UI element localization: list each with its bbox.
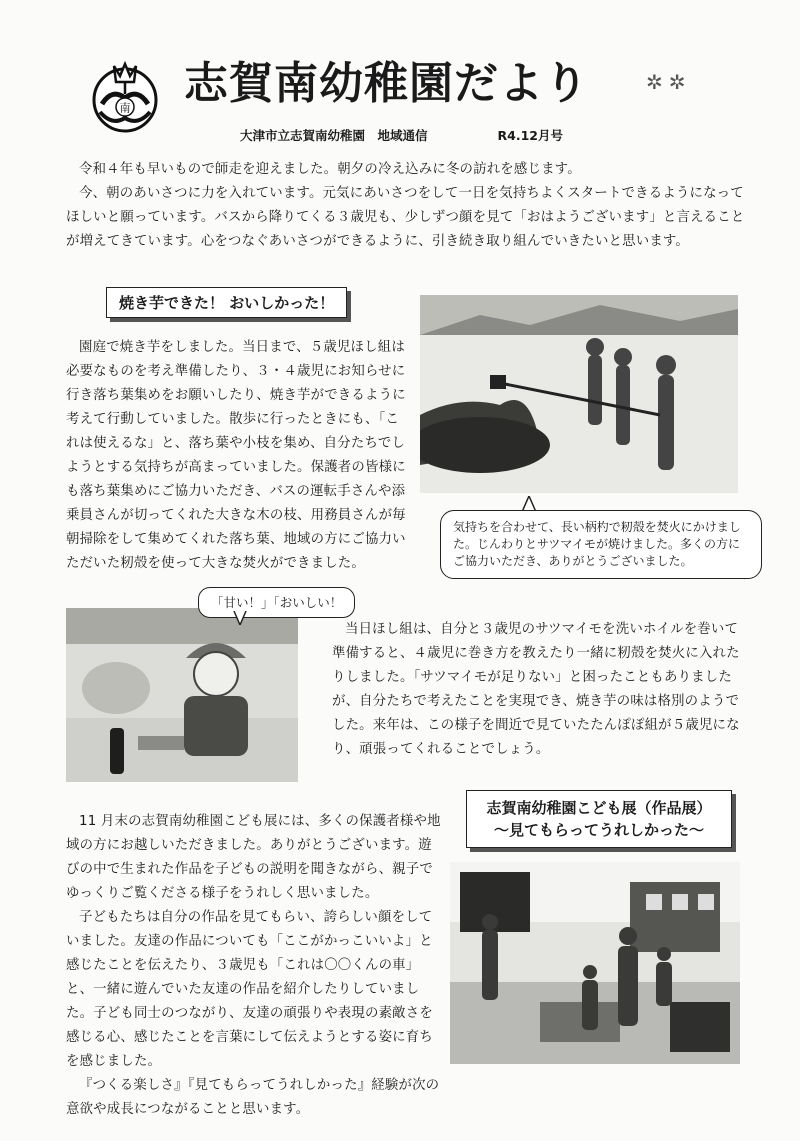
sweet-potato-article [66,336,412,576]
art-exhibition-article [66,810,444,1122]
intro-text [66,158,756,254]
speech-bubble: 「甘い！」「おいしい！ [198,587,355,618]
logo-text: 南 [119,101,131,115]
intro-paragraph: 令和４年も早いもので師走を迎えました。朝夕の冷え込みに冬の訪れを感じます。 [79,162,581,177]
sparkle-icon: ✲✲ [646,70,692,94]
kindergarten-logo [92,60,158,136]
newsletter-title: 志賀南幼稚園だより [184,58,589,109]
child-eating-photo [66,608,298,782]
issue-label: R4.12月号 [497,128,563,143]
section-title-sweet-potato: 焼き芋できた！ おいしかった！ [106,287,347,318]
article-paragraph: 当日ほし組は、自分と３歳児のサツマイモを洗いホイルを巻いて準備すると、４歳児に巻き方を教えたり一緒に籾殻を焚火に入れたりしました。「サツマイモが足りない」と困ったこともありましたが、自分たちで考えたことを実現でき、焼き芋の味は格別のようでした。来年は、この様子を間近で見ていたたんぽぽ組が５歳児になり、頑張ってくれることでしょう。 [332,622,740,757]
publisher-label: 大津市立志賀南幼稚園 地域通信 [240,128,428,143]
intro-paragraph: 今、朝のあいさつに力を入れています。元気にあいさつをして一日を気持ちよくスタートできるようになってほしいと願っています。バスから降りてくる３歳児も、少しずつ顔を見て「おはようございます」と言えることが増えてきています。心をつなぐあいさつができるように、引き続き取り組んでいきたいと思います。 [66,186,745,249]
bonfire-photo [420,295,738,493]
article-paragraph: 子どもたちは自分の作品を見てもらい、誇らしい顔をしていました。友達の作品についても「ここがかっこいいよ」と感じたことを伝えたり、３歳児も「これは〇〇くんの車」と、一緒に遊んでいた友達の作品を紹介したりしていました。子ども同士のつながり、友達の頑張りや表現の素敵さを感じる心、感じたことを言葉にして伝えようとする姿に育ちを感じました。 [66,910,433,1069]
article-paragraph: 11 月末の志賀南幼稚園こども展には、多くの保護者様や地域の方にお越しいただきました。ありがとうございます。遊びの中で生まれた作品を子どもの説明を聞きながら、親子でゆっくりご覧くださる様子をうれしく思いました。 [66,814,441,901]
exhibition-title: 志賀南幼稚園こども展（作品展） [486,799,712,817]
sweet-potato-article-continued [332,618,746,762]
section-title-exhibition [466,790,732,848]
exhibition-photo [450,862,740,1064]
bonfire-caption: 気持ちを合わせて、長い柄杓で籾殻を焚火にかけました。じんわりとサツマイモが焼けました。多くの方にご協力いただき、ありがとうございました。 [440,510,762,579]
article-paragraph: 『つくる楽しさ』『見てもらってうれしかった』経験が次の意欲や成長につながることと思います。 [66,1078,440,1117]
article-paragraph: 園庭で焼き芋をしました。当日まで、５歳児ほし組は必要なものを考え準備したり、３・４歳児にお知らせに行き落ち葉集めをお願いしたり、焼き芋ができるように考えて行動していました。散歩に行ったときにも、「これは使えるな」と、落ち葉や小枝を集め、自分たちでしようとする気持ちが高まっていました。保護者の皆様にも落ち葉集めにご協力いただき、バスの運転手さんや添乗員さんが切ってくれた大きな木の枝、用務員さんが毎朝掃除をして集めてくれた落ち葉、地域の方にご協力いただいた籾殻を使って大きな焚火ができました。 [66,340,406,571]
newsletter-subtitle [240,126,563,144]
speech-bubble-tail [232,611,248,625]
exhibition-subtitle: ～見てもらってうれしかった～ [493,821,704,839]
